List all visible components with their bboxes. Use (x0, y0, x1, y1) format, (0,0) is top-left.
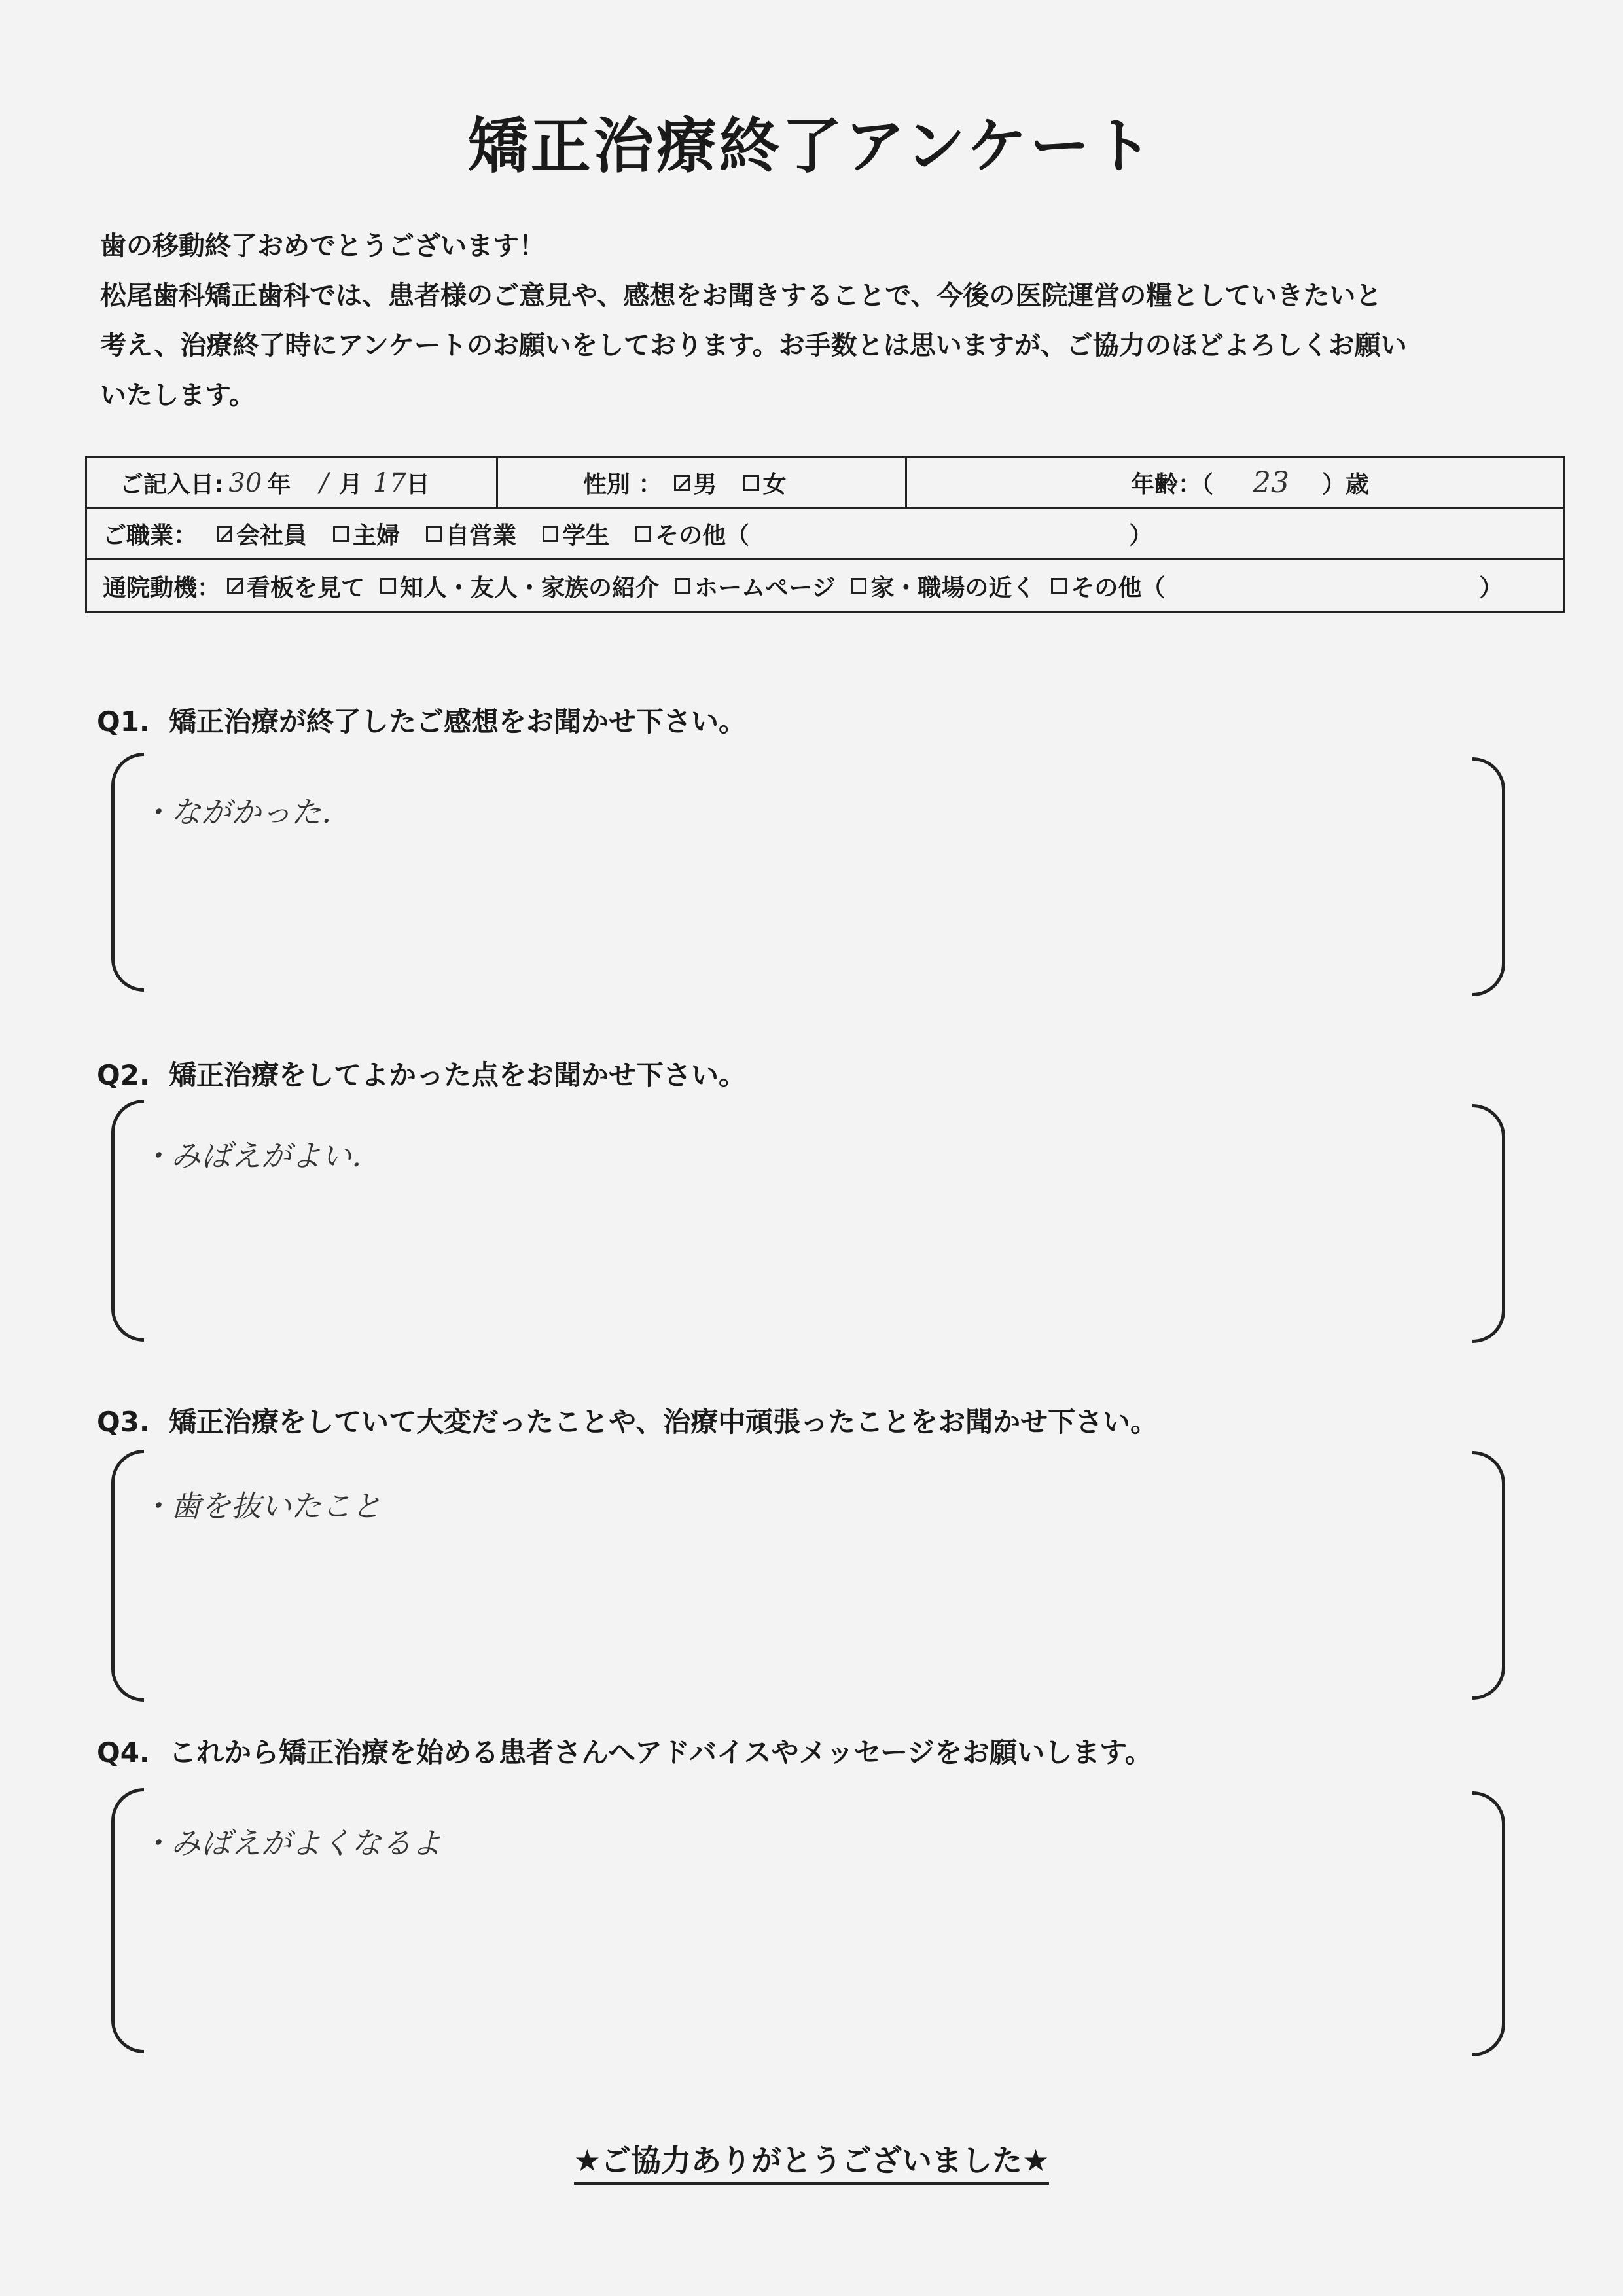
occupation-other-close: ） (1129, 522, 1153, 549)
occupation-option-other[interactable]: その他（ (635, 517, 749, 550)
occupation-option-self-employed[interactable]: 自営業 (426, 517, 516, 550)
answer-box-left-bracket (111, 1100, 144, 1342)
occupation-cell (103, 509, 1543, 558)
year-unit: 年 (267, 471, 291, 498)
question-4: Q4. これから矯正治療を始める患者さんへアドバイスやメッセージをお願いします。 (97, 1736, 1152, 1768)
checkbox[interactable] (851, 578, 866, 594)
gender-option-male[interactable]: 男 (674, 466, 717, 499)
gender-cell (583, 458, 976, 507)
thank-you-footer (0, 2137, 1623, 2180)
age-value[interactable]: 23 (1253, 466, 1290, 499)
answer-box-right-bracket (1472, 1104, 1505, 1343)
age-suffix: ）歳 (1322, 471, 1370, 498)
info-row-motive (87, 560, 1563, 611)
checkbox[interactable] (426, 526, 442, 542)
month-unit: 月 (338, 471, 363, 498)
motive-option-nearby[interactable]: 家・職場の近く (851, 569, 1035, 603)
date-cell (120, 458, 578, 507)
question-2: Q2. 矯正治療をしてよかった点をお聞かせ下さい。 (97, 1059, 747, 1091)
motive-label: 通院動機： (103, 574, 221, 601)
intro-line: 考え、治療終了時にアンケートのお願いをしております。お手数とは思いますが、ご協力のほどよろしくお願い (100, 331, 1407, 361)
checkbox[interactable] (1051, 578, 1067, 594)
checkbox[interactable] (543, 526, 558, 542)
day-unit: 日 (406, 471, 430, 498)
gender-label: 性別 ： (583, 471, 662, 498)
occupation-option-housewife[interactable]: 主婦 (333, 517, 400, 550)
answer-box-right-bracket (1472, 1791, 1505, 2056)
motive-option-other[interactable]: その他（ (1051, 569, 1165, 603)
age-label: 年齢：（ (1131, 471, 1214, 498)
answer-1[interactable]: ・ながかった． (141, 795, 351, 830)
motive-option-signboard[interactable]: 看板を見て (227, 569, 365, 603)
cell-divider (905, 458, 907, 507)
checkbox[interactable] (743, 475, 759, 491)
gender-option-female[interactable]: 女 (743, 466, 787, 499)
occupation-label: ご職業： (103, 522, 198, 549)
checkbox-checked[interactable] (674, 475, 690, 491)
date-day-value[interactable]: 17 (372, 467, 406, 498)
footer-text: ★ご協力ありがとうございました★ (574, 2143, 1049, 2185)
info-row-date-gender-age (87, 458, 1563, 509)
checkbox[interactable] (380, 578, 396, 594)
checkbox[interactable] (635, 526, 651, 542)
answer-3[interactable]: ・歯を抜いたこと (141, 1488, 382, 1524)
checkbox[interactable] (675, 578, 690, 594)
answer-box-right-bracket (1472, 1451, 1505, 1700)
answer-4[interactable]: ・みばえがよくなるよ (141, 1825, 442, 1861)
intro-line: 松尾歯科矯正歯科では、患者様のご意見や、感想をお聞きすることで、今後の医院運営の糧としていきたいと (100, 281, 1382, 311)
intro-line: 歯の移動終了おめでとうございます！ (100, 231, 545, 261)
motive-option-referral[interactable]: 知人・友人・家族の紹介 (380, 569, 659, 603)
answer-box-left-bracket (111, 753, 144, 992)
question-3: Q3. 矯正治療をしていて大変だったことや、治療中頑張ったことをお聞かせ下さい。 (97, 1406, 1158, 1438)
respondent-info-table (85, 456, 1565, 613)
info-row-occupation (87, 509, 1563, 560)
answer-box-left-bracket (111, 1450, 144, 1702)
checkbox[interactable] (333, 526, 349, 542)
date-month-value[interactable]: / (319, 467, 329, 498)
date-year-value[interactable]: 30 (228, 467, 262, 498)
occupation-option-employee[interactable]: 会社員 (217, 517, 307, 550)
date-label: ご記入日: (120, 471, 224, 498)
occupation-option-student[interactable]: 学生 (543, 517, 609, 550)
page-title: 矯正治療終了アンケート (467, 111, 1156, 181)
cell-divider (496, 458, 498, 507)
intro-line: いたします。 (100, 380, 255, 410)
checkbox-checked[interactable] (217, 526, 232, 542)
checkbox-checked[interactable] (227, 578, 243, 594)
question-1: Q1. 矯正治療が終了したご感想をお聞かせ下さい。 (97, 706, 747, 738)
motive-other-close: ） (1479, 574, 1503, 601)
answer-box-left-bracket (111, 1788, 144, 2053)
answer-2[interactable]: ・みばえがよい． (141, 1138, 382, 1174)
motive-cell (103, 560, 1556, 611)
answer-box-right-bracket (1472, 757, 1505, 996)
intro-text (100, 221, 1540, 420)
motive-option-homepage[interactable]: ホームページ (675, 569, 835, 603)
age-cell (1131, 458, 1524, 507)
